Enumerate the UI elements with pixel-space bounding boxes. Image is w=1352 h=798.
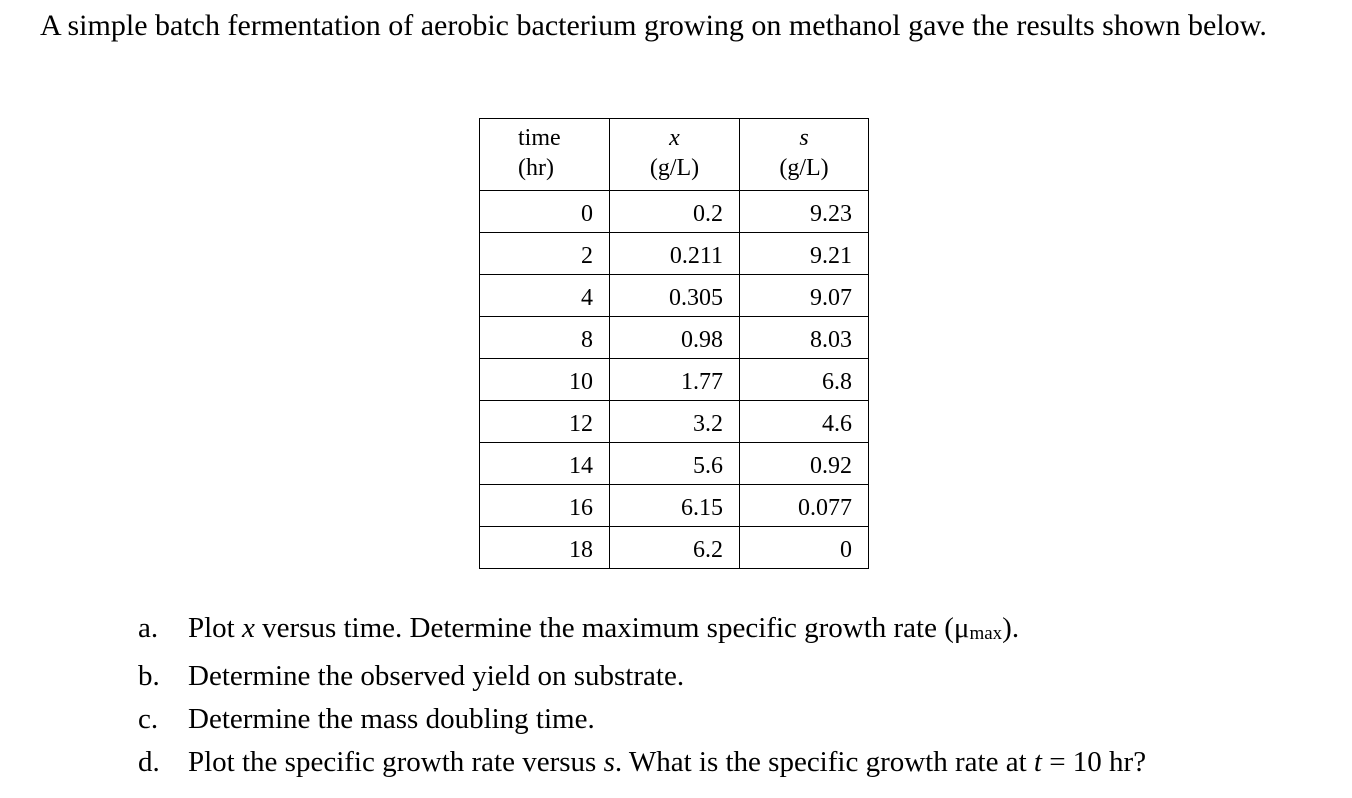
question-b <box>138 655 1146 698</box>
math-symbol: x <box>242 612 255 644</box>
table-row <box>480 527 869 569</box>
question-text: Determine the observed yield on substrate. <box>188 660 685 692</box>
question-a <box>138 607 1146 655</box>
question-c <box>138 698 1146 741</box>
cell-s: 6.8 <box>740 359 869 401</box>
cell-s: 8.03 <box>740 317 869 359</box>
cell-s: 0.92 <box>740 443 869 485</box>
table-header-row <box>480 119 869 191</box>
cell-time: 18 <box>480 527 610 569</box>
question-text <box>188 607 1019 655</box>
mu-subscript: max <box>969 623 1003 644</box>
header-s-symbol: s <box>799 125 809 151</box>
cell-time: 8 <box>480 317 610 359</box>
question-text: Determine the mass doubling time. <box>188 703 595 735</box>
text-fragment: Plot the specific growth rate versus <box>188 746 604 778</box>
cell-x: 0.2 <box>610 191 740 233</box>
cell-s: 0 <box>740 527 869 569</box>
cell-x: 5.6 <box>610 443 740 485</box>
intro-paragraph: A simple batch fermentation of aerobic bacterium growing on methanol gave the results shown below. <box>40 9 1267 42</box>
header-time-unit: (hr) <box>518 155 554 181</box>
cell-x: 6.2 <box>610 527 740 569</box>
mu-symbol: μ <box>953 612 970 644</box>
cell-x: 1.77 <box>610 359 740 401</box>
cell-time: 2 <box>480 233 610 275</box>
cropped-heading-fragment <box>40 0 400 2</box>
text-fragment: versus time. Determine the maximum specific growth rate ( <box>254 612 954 644</box>
cell-time: 10 <box>480 359 610 401</box>
header-x <box>610 119 740 191</box>
cell-x: 0.305 <box>610 275 740 317</box>
cell-s: 9.21 <box>740 233 869 275</box>
table-row <box>480 191 869 233</box>
cell-s: 0.077 <box>740 485 869 527</box>
header-s-unit: (g/L) <box>779 155 829 181</box>
text-fragment: ). <box>1002 612 1020 644</box>
table-row <box>480 233 869 275</box>
cell-s: 9.23 <box>740 191 869 233</box>
header-time-label: time <box>518 125 561 151</box>
cell-s: 9.07 <box>740 275 869 317</box>
question-marker: d. <box>138 746 160 778</box>
question-d <box>138 741 1146 784</box>
cell-x: 0.98 <box>610 317 740 359</box>
math-symbol: s <box>603 746 615 778</box>
table-row <box>480 317 869 359</box>
cell-x: 3.2 <box>610 401 740 443</box>
question-marker: c. <box>138 703 159 735</box>
text-fragment: . What is the specific growth rate at <box>614 746 1034 778</box>
text-fragment: Plot <box>188 612 242 644</box>
question-text <box>188 741 1146 784</box>
cell-time: 4 <box>480 275 610 317</box>
table-row <box>480 485 869 527</box>
cell-time: 14 <box>480 443 610 485</box>
cell-time: 12 <box>480 401 610 443</box>
cell-time: 16 <box>480 485 610 527</box>
fermentation-data-table <box>479 118 869 569</box>
math-symbol: t <box>1033 746 1042 778</box>
cell-x: 6.15 <box>610 485 740 527</box>
cell-x: 0.211 <box>610 233 740 275</box>
table-row <box>480 443 869 485</box>
text-fragment: = 10 hr? <box>1041 746 1147 778</box>
cell-time: 0 <box>480 191 610 233</box>
header-time <box>480 119 610 191</box>
cell-s: 4.6 <box>740 401 869 443</box>
question-marker: b. <box>138 660 160 692</box>
question-marker: a. <box>138 612 159 644</box>
header-x-symbol: x <box>669 125 680 151</box>
header-x-unit: (g/L) <box>649 155 700 181</box>
question-list <box>138 607 1146 784</box>
header-s <box>740 119 869 191</box>
table-row <box>480 275 869 317</box>
table-row <box>480 359 869 401</box>
table-row <box>480 401 869 443</box>
